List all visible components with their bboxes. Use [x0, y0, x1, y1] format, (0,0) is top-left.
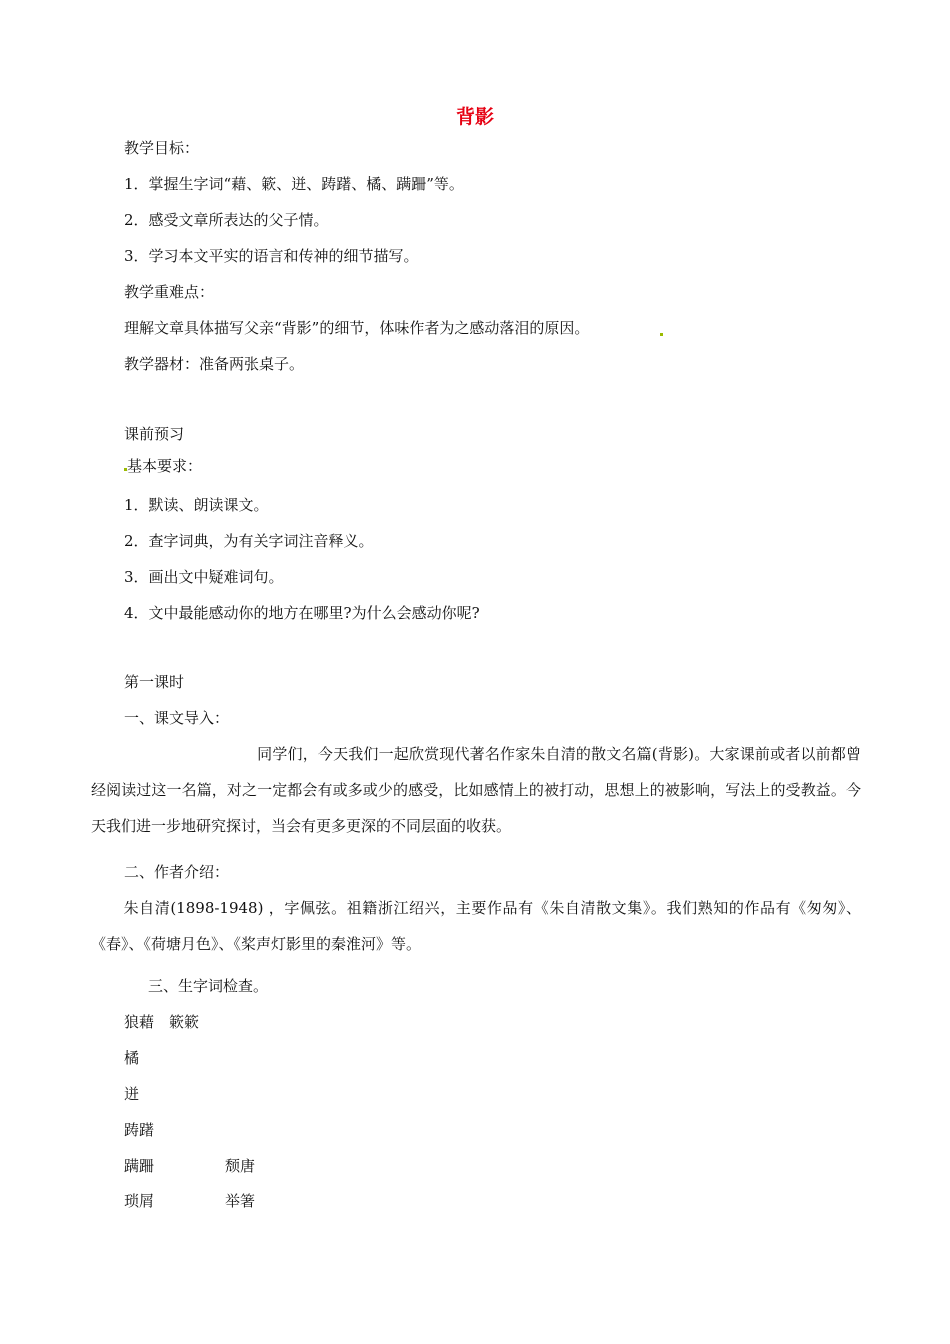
- vocab-row-5-left: 蹒跚: [124, 1157, 155, 1175]
- goal-item-1: 1．掌握生字词“藉、簌、迸、踌躇、橘、蹒跚”等。: [124, 175, 464, 193]
- vocab-row-3: 迸: [124, 1085, 140, 1103]
- decorative-dot: [660, 333, 663, 336]
- vocab-row-1: 狼藉 簌簌: [124, 1013, 200, 1031]
- preview-heading: 课前预习: [124, 425, 185, 443]
- intro-text: 同学们，今天我们一起欣赏现代著名作家朱自清的散文名篇(背影)。大家课前或者以前都曾经阅读过这一名篇，对之一定都会有或多或少的感受，比如感情上的被打动，思想上的被影响，写法上的受教益。今天我们进一步地研究探讨，当会有更多更深的不同层面的收获。: [91, 745, 861, 835]
- lesson-heading: 第一课时: [124, 673, 185, 691]
- document-title: 背影: [455, 106, 494, 128]
- vocab-heading: 三、生字词检查。: [148, 977, 269, 995]
- difficulty-text: 理解文章具体描写父亲“背影”的细节，体味作者为之感动落泪的原因。: [124, 319, 590, 337]
- goals-heading: 教学目标：: [124, 139, 200, 157]
- preview-item-2: 2．查字词典，为有关字词注音释义。: [124, 532, 374, 550]
- vocab-row-4: 踌躇: [124, 1121, 155, 1139]
- equipment-text: 教学器材：准备两张桌子。: [124, 355, 305, 373]
- goal-item-3: 3．学习本文平实的语言和传神的细节描写。: [124, 247, 419, 265]
- vocab-row-6-left: 琐屑: [124, 1192, 155, 1210]
- vocab-row-5-right: 颓唐: [225, 1157, 256, 1175]
- vocab-row-2: 橘: [124, 1049, 140, 1067]
- intro-heading: 一、课文导入：: [124, 709, 230, 727]
- preview-subheading: 基本要求：: [127, 457, 203, 475]
- goal-item-2: 2．感受文章所表达的父子情。: [124, 211, 329, 229]
- preview-item-3: 3．画出文中疑难词句。: [124, 568, 284, 586]
- vocab-row-6-right: 举箸: [225, 1192, 256, 1210]
- author-paragraph: [91, 890, 861, 962]
- author-text: 朱自清(1898-1948) ，字佩弦。祖籍浙江绍兴，主要作品有《朱自清散文集》。我们熟知的作品有《匆匆》、《春》、《荷塘月色》、《桨声灯影里的秦淮河》等。: [91, 899, 861, 953]
- preview-item-1: 1．默读、朗读课文。: [124, 496, 269, 514]
- intro-paragraph: [91, 736, 861, 844]
- preview-item-4: 4．文中最能感动你的地方在哪里?为什么会感动你呢?: [124, 604, 480, 622]
- difficulty-heading: 教学重难点：: [124, 283, 215, 301]
- author-heading: 二、作者介绍：: [124, 863, 230, 881]
